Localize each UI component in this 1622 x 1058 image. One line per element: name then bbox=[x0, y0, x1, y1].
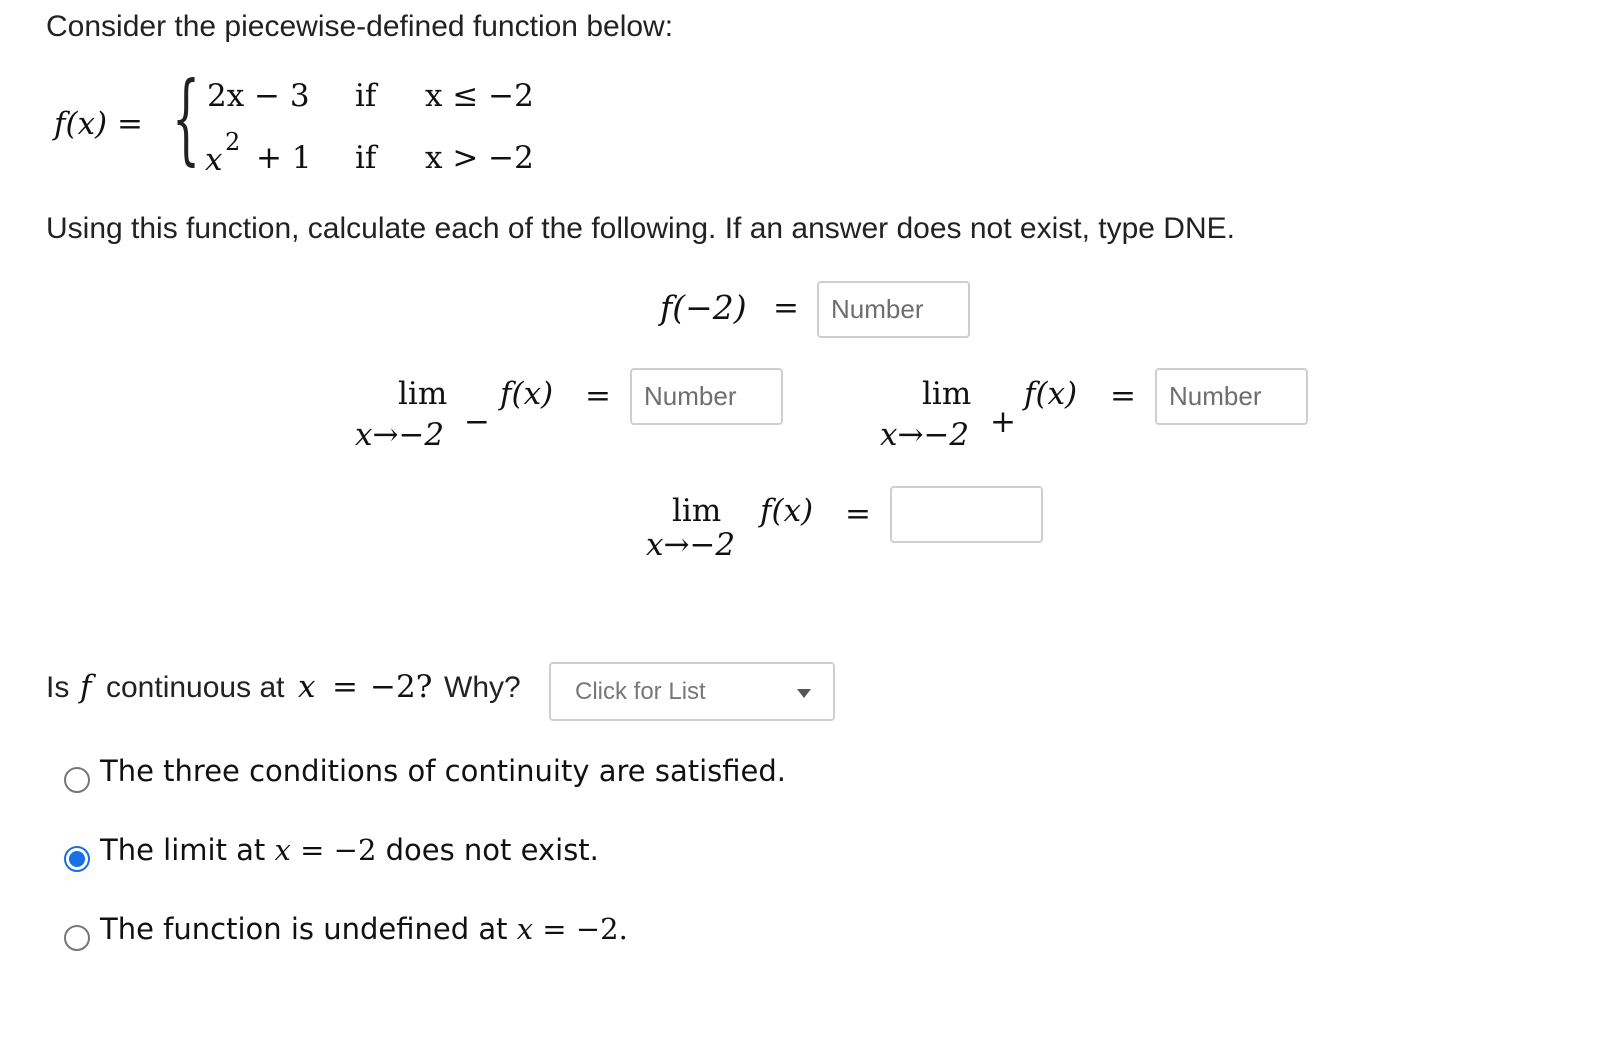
option-2-suffix: does not exist. bbox=[376, 833, 599, 867]
continuity-f: f bbox=[80, 669, 92, 705]
right-limit-superscript: + bbox=[990, 404, 1016, 440]
right-limit-input[interactable] bbox=[1155, 368, 1308, 425]
right-limit-subscript: x→−2 bbox=[880, 417, 970, 453]
option-3-x: x bbox=[516, 912, 534, 946]
case1-condition: x ≤ −2 bbox=[425, 78, 534, 114]
option-1-label bbox=[100, 754, 786, 788]
continuity-middle: continuous at bbox=[106, 671, 285, 704]
case2-base: x bbox=[205, 142, 223, 178]
intro-text: Consider the piecewise-defined function below: bbox=[46, 10, 674, 43]
right-limit-equals: = bbox=[1110, 378, 1136, 414]
option-2-text: The limit at bbox=[100, 833, 275, 867]
continuity-equals: = bbox=[332, 669, 358, 705]
option-3-label bbox=[100, 912, 628, 946]
case1-expression: 2x − 3 bbox=[207, 78, 310, 114]
right-limit-lim: lim bbox=[922, 376, 972, 412]
continuity-why: Why? bbox=[444, 671, 521, 704]
option-3-value: −2. bbox=[575, 912, 628, 946]
case2-rest: + 1 bbox=[256, 140, 312, 176]
right-limit-fx: f(x) bbox=[1024, 376, 1078, 412]
case1-if: if bbox=[355, 78, 377, 114]
left-limit-subscript: x→−2 bbox=[355, 417, 445, 453]
f-at-expression: f(−2) bbox=[660, 288, 747, 327]
limit-equals: = bbox=[845, 496, 871, 532]
option-2-value: −2 bbox=[333, 833, 377, 867]
limit-fx: f(x) bbox=[760, 493, 814, 529]
case2-exponent: 2 bbox=[225, 128, 241, 156]
continuity-value: −2? bbox=[370, 669, 433, 705]
left-limit-superscript: − bbox=[464, 404, 490, 440]
left-limit-equals: = bbox=[585, 378, 611, 414]
limit-input[interactable] bbox=[890, 486, 1043, 543]
f-at-equals: = bbox=[773, 290, 799, 326]
limit-lim: lim bbox=[672, 493, 722, 529]
continuity-prefix: Is bbox=[46, 671, 70, 704]
left-limit-input[interactable] bbox=[630, 368, 783, 425]
limit-subscript: x→−2 bbox=[646, 527, 736, 563]
option-3-text: The function is undefined at bbox=[100, 912, 517, 946]
instructions-text: Using this function, calculate each of the following. If an answer does not exist, type DNE. bbox=[46, 212, 1235, 245]
option-2-equals: = bbox=[290, 833, 334, 867]
continuity-x: x bbox=[298, 669, 316, 705]
left-limit-fx: f(x) bbox=[500, 376, 554, 412]
f-at-input[interactable] bbox=[817, 281, 970, 338]
case2-condition: x > −2 bbox=[425, 140, 534, 176]
chevron-down-icon bbox=[797, 689, 811, 698]
radio-option-1[interactable] bbox=[64, 767, 90, 793]
option-1-text: The three conditions of continuity are satisfied. bbox=[100, 754, 787, 788]
option-3-equals: = bbox=[533, 912, 576, 946]
radio-option-3[interactable] bbox=[64, 925, 90, 951]
continuity-dropdown[interactable] bbox=[549, 662, 835, 721]
option-2-label bbox=[100, 833, 599, 867]
function-lhs: f(x) = bbox=[54, 106, 143, 142]
left-limit-lim: lim bbox=[398, 376, 448, 412]
radio-option-2[interactable] bbox=[64, 846, 90, 872]
dropdown-value: Click for List bbox=[575, 677, 706, 705]
option-2-x: x bbox=[274, 833, 291, 867]
left-brace-icon: { bbox=[172, 62, 201, 176]
case2-if: if bbox=[355, 140, 377, 176]
